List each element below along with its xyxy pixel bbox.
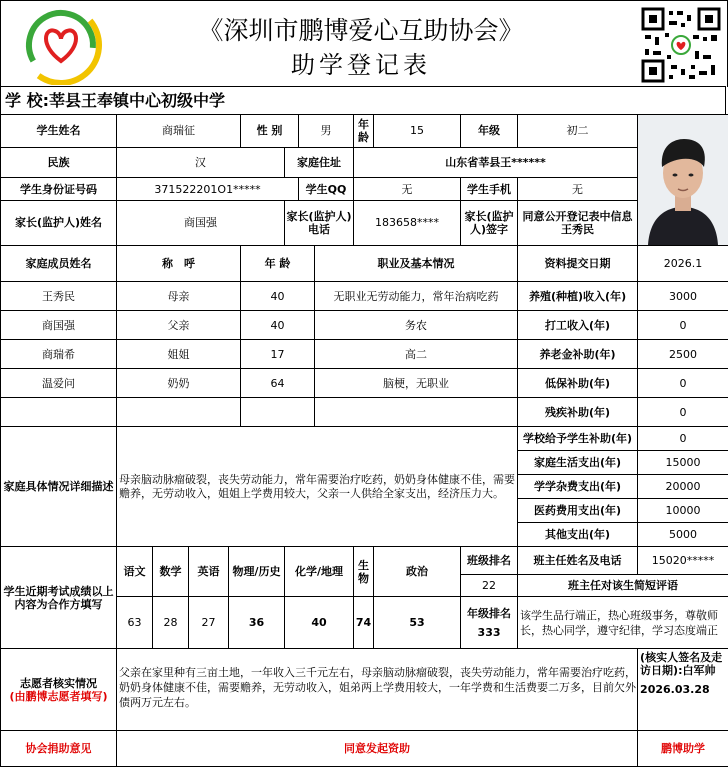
phone-label: 学生手机 [461,178,518,201]
opinion-text: 同意发起资助 [117,731,638,767]
finance-value: 15000 [638,451,728,475]
family-age-header: 年 龄 [241,246,315,282]
member-age-empty [241,398,315,427]
member-name: 温爱问 [1,369,117,398]
family-name-header: 家庭成员姓名 [1,246,117,282]
subject-score: 40 [285,597,354,649]
family-desc-label: 家庭具体情况详细描述 [1,427,117,547]
finance-value: 0 [638,369,728,398]
address-label: 家庭住址 [285,147,354,178]
finance-label: 打工收入(年) [518,311,638,340]
age-label: 年龄 [354,115,374,148]
member-name: 王秀民 [1,282,117,311]
member-relation: 父亲 [117,311,241,340]
member-occupation: 高二 [315,340,518,369]
subject-header: 生物 [354,547,374,597]
grade-rank: 333 [477,625,501,639]
qq-label: 学生QQ [299,178,354,201]
grade: 初二 [518,115,638,148]
heart-logo-icon [19,5,103,85]
member-occupation: 务农 [315,311,518,340]
volunteer-label: 志愿者核实情况 [20,676,97,690]
teacher-label: 班主任姓名及电话 [518,547,638,575]
finance-value: 2500 [638,340,728,369]
class-rank: 22 [461,575,518,597]
age: 15 [374,115,461,148]
member-age: 40 [241,282,315,311]
form-header [0,0,728,87]
finance-value: 2026.1 [638,246,728,282]
subject-score: 36 [229,597,285,649]
finance-value: 0 [638,427,728,451]
volunteer-date: 2026.03.28 [640,683,710,696]
student-name-label: 学生姓名 [1,115,117,148]
subject-header: 语文 [117,547,153,597]
family-occupation-header: 职业及基本情况 [315,246,518,282]
volunteer-text: 父亲在家里种有三亩土地，一年收入三千元左右，母亲脑动脉瘤破裂，丧失劳动能力，常年需要治疗吃药，奶奶身体健康不佳，需要赡养，无劳动收入，姐弟两上学费用较大，一年学费和生活费要二万多，目前欠外债两万元左右。 [117,649,638,731]
finance-value: 5000 [638,523,728,547]
student-phone: 无 [518,178,638,201]
association-title: 《深圳市鹏博爱心互助协会》 [198,16,524,45]
guardian-name-label: 家长(监护人)姓名 [1,200,117,245]
consent-name: 王秀民 [561,222,595,236]
consent-label: 同意公开登记表中信息 [522,209,633,223]
comment-label: 班主任对该生简短评语 [518,575,728,597]
guardian-phone-label: 家长(监护人)电话 [285,200,354,245]
gender: 男 [299,115,354,148]
member-occupation-empty [315,398,518,427]
member-age: 17 [241,340,315,369]
teacher-comment: 该学生品行端正，热心班级事务，尊敬师长，热心同学，遵守纪律，学习态度端正 [518,597,728,649]
guardian-phone: 183658**** [354,200,461,245]
family-relation-header: 称 呼 [117,246,241,282]
qr-code-icon [641,7,721,83]
finance-value: 20000 [638,475,728,499]
subject-header: 物理/历史 [229,547,285,597]
subject-header: 化学/地理 [285,547,354,597]
guardian-name: 商国强 [117,200,285,245]
teacher-phone: 15020***** [638,547,728,575]
finance-value: 10000 [638,499,728,523]
id-label: 学生身份证号码 [1,178,117,201]
gender-label: 性 别 [241,115,299,148]
member-name-empty [1,398,117,427]
subject-header: 数学 [153,547,189,597]
subject-header: 英语 [189,547,229,597]
finance-label: 其他支出(年) [518,523,638,547]
finance-label: 养老金补助(年) [518,340,638,369]
class-rank-label: 班级排名 [461,547,518,575]
student-photo-icon [638,115,728,245]
member-occupation: 脑梗，无职业 [315,369,518,398]
finance-label: 资料提交日期 [518,246,638,282]
subject-score: 63 [117,597,153,649]
org-name: 鹏博助学 [638,731,728,767]
member-relation: 姐姐 [117,340,241,369]
finance-label: 家庭生活支出(年) [518,451,638,475]
consent-cell [518,200,638,245]
finance-label: 医药费用支出(年) [518,499,638,523]
guardian-sign-label: 家长(监护人)签字 [461,200,518,245]
member-relation: 奶奶 [117,369,241,398]
finance-label: 低保补助(年) [518,369,638,398]
registration-table [0,114,728,767]
subject-score: 74 [354,597,374,649]
student-qq: 无 [354,178,461,201]
finance-label: 学校给予学生补助(年) [518,427,638,451]
member-age: 40 [241,311,315,340]
finance-value: 0 [638,398,728,427]
volunteer-label-cell [1,649,117,731]
student-photo [638,115,728,246]
finance-label: 养殖(种植)收入(年) [518,282,638,311]
exam-label: 学生近期考试成绩以上内容为合作方填写 [1,547,117,649]
form-title: 助学登记表 [291,51,431,79]
member-occupation: 无职业无劳动能力，常年治病吃药 [315,282,518,311]
volunteer-sign-cell [638,649,728,731]
subject-score: 28 [153,597,189,649]
subject-score: 53 [374,597,461,649]
opinion-label: 协会捐助意见 [1,731,117,767]
member-name: 商瑞希 [1,340,117,369]
grade-label: 年级 [461,115,518,148]
member-relation: 母亲 [117,282,241,311]
finance-value: 3000 [638,282,728,311]
student-id: 371522201O1***** [117,178,299,201]
address: 山东省莘县王****** [354,147,638,178]
subject-header: 政治 [374,547,461,597]
finance-value: 0 [638,311,728,340]
volunteer-sign: (核实人签名及走访日期):白军帅 [640,651,723,677]
grade-rank-label: 年级排名 [467,606,512,620]
ethnicity: 汉 [117,147,285,178]
finance-label: 学学杂费支出(年) [518,475,638,499]
member-relation-empty [117,398,241,427]
ethnicity-label: 民族 [1,147,117,178]
family-desc-text: 母亲脑动脉瘤破裂，丧失劳动能力，常年需要治疗吃药，奶奶身体健康不佳，需要赡养，无劳动收入，姐姐上学费用较大，父亲一人供给全家支出，经济压力大。 [117,427,518,547]
member-age: 64 [241,369,315,398]
volunteer-sub: (由鹏博志愿者填写) [9,689,108,703]
student-name: 商瑞征 [117,115,241,148]
school-line: 学 校:莘县王奉镇中心初级中学 [0,86,726,114]
grade-rank-cell [461,597,518,649]
member-name: 商国强 [1,311,117,340]
finance-label: 残疾补助(年) [518,398,638,427]
subject-score: 27 [189,597,229,649]
